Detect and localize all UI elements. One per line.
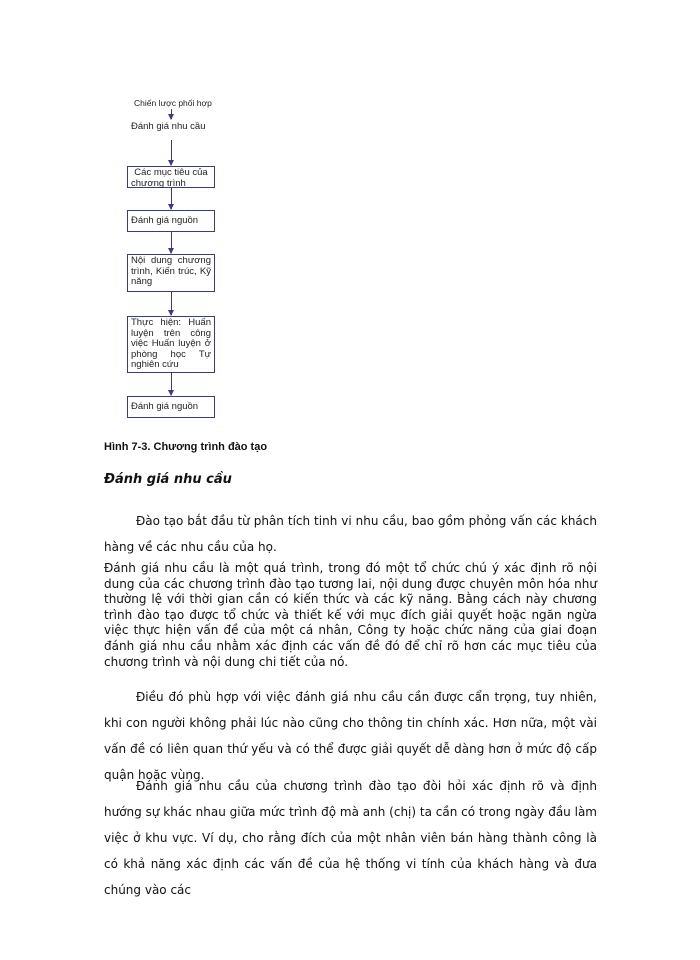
flow-arrow xyxy=(171,292,172,315)
flowchart-box-resources: Đánh giá nguồn xyxy=(127,210,215,232)
flow-arrow xyxy=(171,232,172,253)
flowchart-top-label: Chiến lược phối hợp xyxy=(134,98,212,108)
paragraph: Đánh giá nhu cầu của chương trình đào tạo đòi hỏi xác định rõ và định hướng sự khác nhau giữa mức trình độ mà anh (chị) ta cần có trong ngày đầu làm việc ở khu vực. Ví dụ, cho rằng đích của một nhân viên bán hàng thành công là có khả năng xác định các vấn đề của hệ thống vi tính của khách hàng và đưa chúng vào các xyxy=(104,779,597,897)
section-heading: Đánh giá nhu cầu xyxy=(104,472,232,487)
flow-arrow xyxy=(171,140,172,165)
flowchart-box-content: Nội dung chương trình, Kiến trúc, Kỹ năng xyxy=(127,254,215,292)
flow-arrow xyxy=(171,109,172,119)
flowchart-box-evaluation: Đánh giá nguồn xyxy=(127,396,215,418)
flow-arrow xyxy=(171,373,172,395)
paragraph: Đánh giá nhu cầu là một quá trình, trong đó một tổ chức chú ý xác định rõ nội dung của các chương trình đào tạo tương lai, nội dung được chuyên môn hóa như thường lệ với thời gian cần có kiến thức và các kỹ năng. Bằng cách này chương trình đào tạo được tổ chức và thiết kế với mục đích giải quyết hoặc ngăn ngừa việc thực hiện vấn đề của một cá nhân, Công ty hoặc chức năng của giai đoạn đánh giá nhu cầu nhằm xác định các vấn đề đó để chỉ rõ hơn các mục tiêu của chương trình và nội dung chi tiết của nó. xyxy=(104,561,597,669)
figure-caption: Hình 7-3. Chương trình đào tạo xyxy=(104,441,268,453)
paragraph: Điều đó phù hợp với việc đánh giá nhu cầu cần được cẩn trọng, tuy nhiên, khi con người không phải lúc nào cũng cho thông tin chính xác. Hơn nữa, một vài vấn đề có liên quan thứ yếu và có thể được giải quyết dễ dàng hơn ở mức độ cấp quận hoặc vùng. xyxy=(104,690,597,782)
paragraph: Đào tạo bắt đầu từ phân tích tinh vi nhu cầu, bao gồm phỏng vấn các khách hàng về các nhu cầu của họ. xyxy=(104,514,597,554)
flowchart-second-label: Đánh giá nhu cầu xyxy=(131,121,206,132)
flowchart-box-implementation: Thực hiện: Huấn luyện trên công việc Huấn luyện ở phòng học Tự nghiên cứu xyxy=(127,316,215,373)
flowchart-box-objectives: Các mục tiêu của chương trình xyxy=(127,166,215,188)
flow-arrow xyxy=(171,188,172,209)
